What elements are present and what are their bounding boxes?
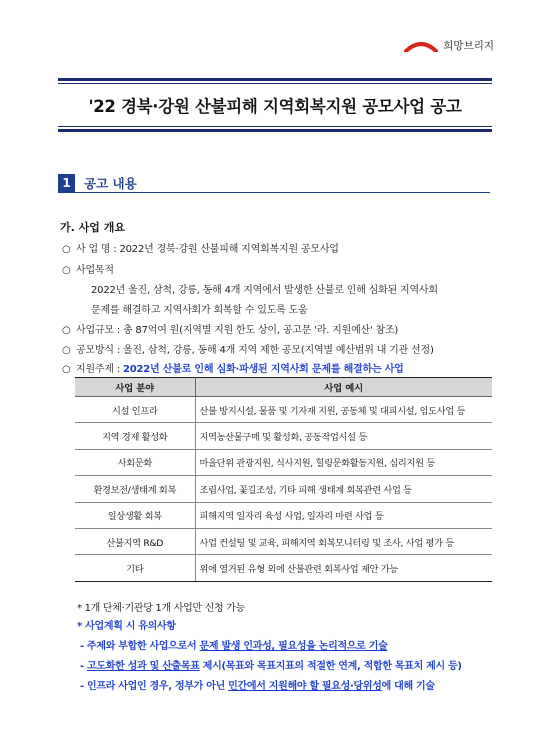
note-one-project: * 1개 단체·기관당 1개 사업만 신청 가능 [77,603,246,614]
circle-bullet-icon: ○ [62,364,71,375]
purpose-label: 사업목적 [76,265,114,276]
logo-text: 희망브리지 [443,40,494,52]
theme-prefix: 지원주제 : [76,364,123,375]
table-cell-example: 피해지역 일자리 육성 사업, 일자리 마련 사업 등 [195,502,492,528]
scale-text: 사업규모 : 총 87억여 원(지역별 지원 한도 상이, 공고문 '라. 지원예산' 참조) [76,325,399,336]
overview-theme [62,360,404,375]
caution-item-2 [80,657,462,672]
section-header [58,173,490,193]
table-cell-example: 위에 열거된 유형 외에 산불관련 회복사업 제안 가능 [195,555,492,581]
table-cell-example: 산불 방지시설, 물품 및 기자재 지원, 공동체 및 대피시설, 임도사업 등 [195,397,492,423]
purpose-line-1: 2022년 울진, 삼척, 강릉, 동해 4개 지역에서 발생한 산불로 인해 심화된 지역사회 [91,285,438,296]
table-cell-area: 사회문화 [75,449,195,475]
hope-bridge-logo [404,38,494,53]
project-examples-table [75,377,492,582]
table-row [75,502,492,528]
caution-2-dash: - [80,661,88,672]
caution-item-1 [80,637,387,652]
table-header-example: 사업 예시 [195,378,492,397]
table-cell-example: 조림사업, 꽃길조성, 기타 피해 생태계 회복관련 사업 등 [195,476,492,502]
table-header-area: 사업 분야 [75,378,195,397]
caution-3-tail: 에 대해 기술 [381,681,435,692]
project-name-text: 사 업 명 : 2022년 경북·강원 산불피해 지역회복지원 공모사업 [76,244,339,255]
overview-project-name [62,240,339,255]
table-row [75,528,492,554]
table-cell-example: 지역농산물구매 및 활성화, 공동작업시설 등 [195,423,492,449]
subsection-title: 가. 사업 개요 [60,221,125,234]
table-cell-example: 사업 컨설팅 및 교육, 피해지역 회복모니터링 및 조사, 사업 평가 등 [195,528,492,554]
caution-1-text: - 주제와 부합한 사업으로서 [80,641,200,652]
table-cell-area: 일상생활 회복 [75,502,195,528]
caution-1-underlined: 문제 발생 인과성, 필요성을 논리적으로 기술 [199,641,388,652]
section-title: 공고 내용 [84,175,137,191]
table-cell-area: 시설 인프라 [75,397,195,423]
table-row [75,555,492,581]
table-cell-area: 산불지역 R&D [75,528,195,554]
table-row [75,397,492,423]
caution-2-text: 제시(목표와 목표지표의 적절한 연계, 적합한 목표치 제시 등) [199,661,462,672]
circle-bullet-icon: ○ [62,265,71,276]
table-header-row [75,378,492,397]
title-box [58,78,492,132]
circle-bullet-icon: ○ [62,345,71,356]
table-cell-area: 지역 경제 활성화 [75,423,195,449]
overview-method [62,341,434,356]
method-text: 공모방식 : 울진, 삼척, 강릉, 동해 4개 지역 제한 공모(지역별 예산범위 내 기관 선정) [76,345,434,356]
circle-bullet-icon: ○ [62,325,71,336]
bridge-arc-icon [404,40,438,52]
theme-highlight: 2022년 산불로 인해 심화·파생된 지역사회 문제를 해결하는 사업 [122,364,404,375]
overview-purpose [62,261,114,276]
circle-bullet-icon: ○ [62,244,71,255]
caution-3-underlined: 민간에서 지원해야 할 필요성·당위성 [228,681,382,692]
caution-2-underlined: 고도화한 성과 및 산출목표 [87,661,200,672]
page-title: '22 경북·강원 산불피해 지역회복지원 공모사업 공고 [88,97,462,116]
table-cell-area: 환경보전/생태계 회복 [75,476,195,502]
overview-scale [62,321,398,336]
caution-item-3 [80,677,435,692]
table-cell-example: 마을단위 관광지원, 식사지원, 힐링문화활동지원, 심리지원 등 [195,449,492,475]
table-row [75,449,492,475]
note-caution-title: * 사업계획 시 유의사항 [77,621,176,632]
table-row [75,476,492,502]
section-number: 1 [58,174,75,192]
table-cell-area: 기타 [75,555,195,581]
caution-3-text: - 인프라 사업인 경우, 정부가 아닌 [80,681,229,692]
purpose-line-2: 문제를 해결하고 지역사회가 회복할 수 있도록 도움 [91,305,308,316]
table-row [75,423,492,449]
